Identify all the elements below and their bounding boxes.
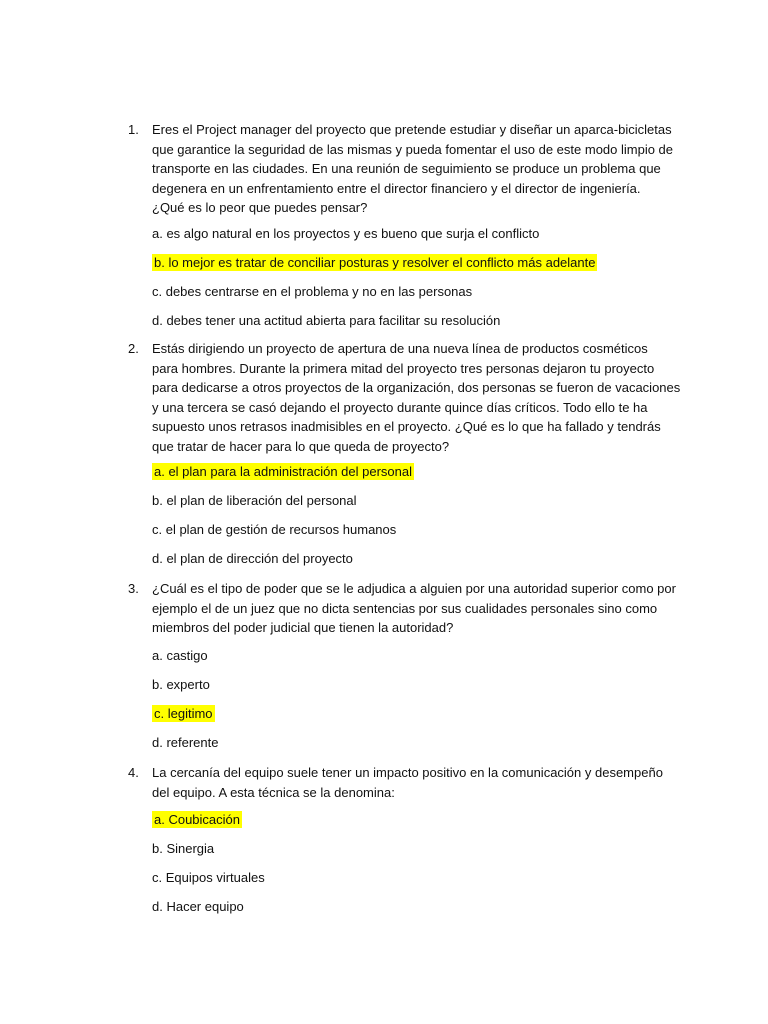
question-line: ¿Qué es lo peor que puedes pensar?: [152, 200, 368, 216]
option-d: [152, 549, 353, 568]
option-text: c. legitimo: [154, 706, 213, 721]
option-text: b. lo mejor es tratar de conciliar posturas y resolver el conflicto más adelante: [154, 255, 596, 270]
option-text: a. castigo: [152, 648, 208, 663]
question-line: ejemplo el de un juez que no dicta sentencias por sus cualidades personales sino como: [152, 600, 658, 616]
question-text: [152, 339, 681, 457]
option-text: c. Equipos virtuales: [152, 870, 265, 885]
option-text: b. Sinergia: [152, 841, 215, 856]
question-line: miembros del poder judicial que tienen la autoridad?: [152, 620, 454, 636]
option-a: [152, 224, 539, 243]
question-number: 1.: [128, 122, 139, 137]
question-line: que garantice la seguridad de las mismas y pueda fomentar el uso de este modo limpio de: [152, 141, 674, 157]
option-d: [152, 897, 244, 916]
option-a: [152, 646, 208, 665]
question-text: [152, 120, 674, 218]
question-line: del equipo. A esta técnica se la denomina:: [152, 784, 395, 800]
question-line: y una tercera se casó dejando el proyecto durante quince días críticos. Todo ello te ha: [152, 399, 648, 415]
question-line: degenera en un enfrentamiento entre el director financiero y el director de ingeniería.: [152, 180, 641, 196]
option-text: b. experto: [152, 677, 210, 692]
option-c: [152, 520, 396, 539]
option-text: d. el plan de dirección del proyecto: [152, 551, 353, 566]
question-line: para dedicarse a otros proyectos de la organización, dos personas se fueron de vacaciones: [152, 380, 681, 396]
option-c-correct: [152, 704, 215, 723]
question-line: ¿Cuál es el tipo de poder que se le adjudica a alguien por una autoridad superior como por: [152, 581, 676, 596]
option-b-correct: [152, 253, 597, 272]
question-line: supuesto unos retrasos inadmisibles en el proyecto. ¿Qué es lo que ha fallado y tendrás: [152, 419, 661, 435]
question-line: que tratar de hacer para lo que queda de proyecto?: [152, 438, 450, 454]
option-a-correct: [152, 810, 242, 829]
option-b: [152, 491, 357, 510]
option-text: a. es algo natural en los proyectos y es bueno que surja el conflicto: [152, 226, 540, 241]
question-text: [152, 763, 664, 802]
option-text: b. el plan de liberación del personal: [152, 493, 357, 508]
option-b: [152, 839, 214, 858]
question-number: 2.: [128, 341, 139, 356]
question-number: 3.: [128, 581, 139, 596]
option-d: [152, 311, 500, 330]
question-number: 4.: [128, 765, 139, 780]
option-a-correct: [152, 462, 414, 481]
option-text: d. Hacer equipo: [152, 899, 244, 914]
question-line: Estás dirigiendo un proyecto de apertura de una nueva línea de productos cosméticos: [152, 341, 648, 356]
option-c: [152, 282, 472, 301]
option-d: [152, 733, 219, 752]
option-text: d. referente: [152, 735, 219, 750]
option-text: c. el plan de gestión de recursos humanos: [152, 522, 397, 537]
question-line: transporte en las ciudades. En una reunión de seguimiento se produce un problema que: [152, 161, 661, 177]
option-text: a. Coubicación: [154, 812, 240, 827]
question-line: para hombres. Durante la primera mitad del proyecto tres personas dejaron tu proyecto: [152, 360, 655, 376]
question-line: La cercanía del equipo suele tener un impacto positivo en la comunicación y desempeño: [152, 765, 663, 780]
question-text: [152, 579, 676, 638]
option-text: d. debes tener una actitud abierta para facilitar su resolución: [152, 313, 501, 328]
option-text: c. debes centrarse en el problema y no en las personas: [152, 284, 473, 299]
option-text: a. el plan para la administración del personal: [154, 464, 412, 479]
option-c: [152, 868, 265, 887]
question-line: Eres el Project manager del proyecto que pretende estudiar y diseñar un aparca-bicicletas: [152, 122, 672, 137]
option-b: [152, 675, 210, 694]
